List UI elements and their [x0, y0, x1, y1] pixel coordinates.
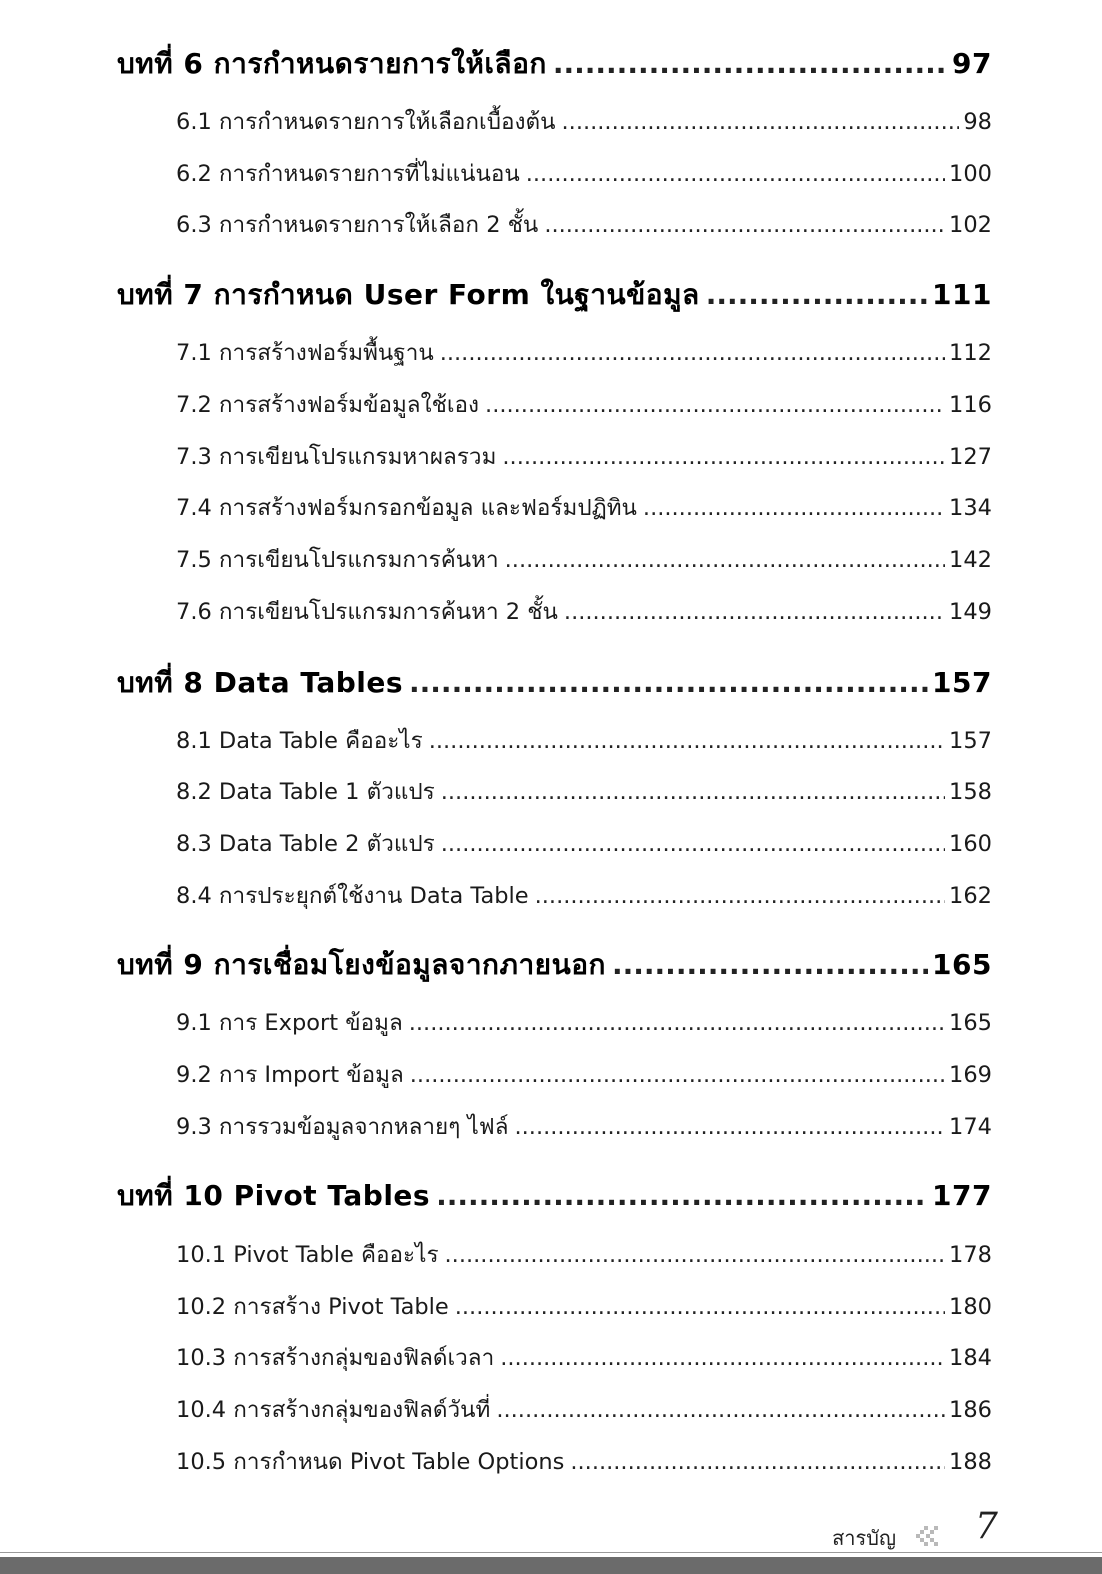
dot-leader [505, 547, 945, 573]
dot-leader [445, 1242, 946, 1268]
toc-section-8-3 [176, 825, 992, 861]
toc-entry-title: 6.1 การกำหนดรายการให้เลือกเบื้องต้น [176, 109, 556, 135]
toc-entry-title: 8.3 Data Table 2 ตัวแปร [176, 831, 435, 857]
dot-leader [429, 728, 945, 754]
dot-leader [436, 1179, 928, 1212]
toc-entry-title: 6.3 การกำหนดรายการให้เลือก 2 ชั้น [176, 212, 539, 238]
toc-entry-title: 7.1 การสร้างฟอร์มพื้นฐาน [176, 340, 434, 366]
toc-section-7-5 [176, 541, 992, 577]
toc-entry-title: 10.1 Pivot Table คืออะไร [176, 1242, 439, 1268]
toc-entry-page: 149 [949, 599, 992, 625]
toc-entry-title: บทที่ 6 การกำหนดรายการให้เลือก [117, 47, 547, 80]
toc-entry-page: 116 [949, 392, 992, 418]
toc-entry-page: 98 [963, 109, 992, 135]
page-number: 7 [975, 1506, 998, 1547]
toc-section-6-1 [176, 103, 992, 139]
toc-section-10-3 [176, 1339, 992, 1375]
toc-entry-page: 188 [949, 1449, 992, 1475]
dot-leader [553, 47, 948, 80]
toc-section-7-4 [176, 489, 992, 525]
toc-entry-title: 8.1 Data Table คืออะไร [176, 728, 423, 754]
footer-bar [0, 1557, 1102, 1574]
toc-entry-page: 165 [932, 948, 992, 981]
toc-entry-page: 158 [949, 779, 992, 805]
dot-leader [455, 1294, 945, 1320]
toc-entry-page: 186 [949, 1397, 992, 1423]
footer-divider [0, 1552, 1102, 1553]
toc-chapter-8 [117, 661, 992, 705]
dot-leader [564, 599, 945, 625]
dot-leader [526, 161, 945, 187]
toc-entry-title: บทที่ 10 Pivot Tables [117, 1179, 431, 1212]
toc-entry-page: 169 [949, 1062, 992, 1088]
toc-section-9-2 [176, 1056, 992, 1092]
dot-leader [502, 444, 945, 470]
toc-entry-title: 10.2 การสร้าง Pivot Table [176, 1294, 449, 1320]
toc-section-7-2 [176, 386, 992, 422]
toc-section-10-5 [176, 1443, 992, 1479]
toc-entry-title: บทที่ 9 การเชื่อมโยงข้อมูลจากภายนอก [117, 948, 606, 981]
toc-section-10-1 [176, 1236, 992, 1272]
dot-leader [562, 109, 960, 135]
toc-entry-title: 10.4 การสร้างกลุ่มของฟิลด์วันที่ [176, 1397, 491, 1423]
toc-entry-title: 8.2 Data Table 1 ตัวแปร [176, 779, 435, 805]
toc-section-6-3 [176, 206, 992, 242]
toc-section-10-2 [176, 1288, 992, 1324]
toc-entry-page: 165 [949, 1010, 992, 1036]
toc-entry-title: 10.5 การกำหนด Pivot Table Options [176, 1449, 565, 1475]
footer-section-label: สารบัญ [832, 1526, 896, 1550]
toc-entry-title: 9.1 การ Export ข้อมูล [176, 1010, 403, 1036]
dot-leader [441, 779, 945, 805]
toc-entry-title: 9.2 การ Import ข้อมูล [176, 1062, 404, 1088]
toc-entry-title: 8.4 การประยุกต์ใช้งาน Data Table [176, 883, 529, 909]
toc-section-7-1 [176, 334, 992, 370]
toc-entry-page: 100 [949, 161, 992, 187]
toc-entry-page: 134 [949, 495, 992, 521]
toc-entry-title: 7.2 การสร้างฟอร์มข้อมูลใช้เอง [176, 392, 480, 418]
toc-section-7-6 [176, 593, 992, 629]
toc-entry-page: 127 [949, 444, 992, 470]
toc-chapter-9 [117, 943, 992, 987]
dot-leader [643, 495, 945, 521]
toc-entry-page: 157 [949, 728, 992, 754]
toc-entry-page: 174 [949, 1114, 992, 1140]
toc-entry-page: 112 [949, 340, 992, 366]
dot-leader [410, 1062, 945, 1088]
dot-leader [706, 278, 928, 311]
toc-entry-page: 178 [949, 1242, 992, 1268]
dot-leader [409, 666, 928, 699]
toc-section-8-4 [176, 877, 992, 913]
dot-leader [500, 1345, 945, 1371]
dot-leader [496, 1397, 945, 1423]
page-footer [0, 1508, 1102, 1574]
toc-entry-title: 7.3 การเขียนโปรแกรมหาผลรวม [176, 444, 497, 470]
toc-section-8-2 [176, 773, 992, 809]
dot-leader [535, 883, 945, 909]
toc-entry-page: 184 [949, 1345, 992, 1371]
toc-section-9-1 [176, 1004, 992, 1040]
toc-entry-page: 162 [949, 883, 992, 909]
dot-leader [544, 212, 945, 238]
toc-entry-page: 157 [932, 666, 992, 699]
toc-entry-page: 102 [949, 212, 992, 238]
toc-entry-title: บทที่ 7 การกำหนด User Form ในฐานข้อมูล [117, 278, 700, 311]
toc-entry-page: 160 [949, 831, 992, 857]
toc-entry-title: 7.6 การเขียนโปรแกรมการค้นหา 2 ชั้น [176, 599, 558, 625]
toc-entry-page: 177 [932, 1179, 992, 1212]
toc-entry-title: 7.5 การเขียนโปรแกรมการค้นหา [176, 547, 499, 573]
dot-leader [515, 1114, 946, 1140]
toc-section-9-3 [176, 1108, 992, 1144]
dot-leader [570, 1449, 945, 1475]
toc-section-6-2 [176, 155, 992, 191]
toc-chapter-10 [117, 1174, 992, 1218]
toc-entry-title: บทที่ 8 Data Tables [117, 666, 404, 699]
toc-entry-page: 111 [932, 278, 992, 311]
toc-chapter-6 [117, 42, 992, 86]
toc-entry-page: 97 [952, 47, 992, 80]
dot-leader [440, 340, 945, 366]
toc-entry-title: 6.2 การกำหนดรายการที่ไม่แน่นอน [176, 161, 520, 187]
toc-entry-page: 142 [949, 547, 992, 573]
dot-leader [612, 948, 928, 981]
toc-section-10-4 [176, 1391, 992, 1427]
toc-section-7-3 [176, 438, 992, 474]
dot-leader [409, 1010, 945, 1036]
toc-section-8-1 [176, 722, 992, 758]
toc-entry-title: 9.3 การรวมข้อมูลจากหลายๆ ไฟล์ [176, 1114, 509, 1140]
dot-leader [441, 831, 945, 857]
toc-entry-page: 180 [949, 1294, 992, 1320]
double-chevron-left-icon [912, 1520, 942, 1550]
dot-leader [485, 392, 945, 418]
toc-chapter-7 [117, 273, 992, 317]
toc-entry-title: 10.3 การสร้างกลุ่มของฟิลด์เวลา [176, 1345, 495, 1371]
toc-entry-title: 7.4 การสร้างฟอร์มกรอกข้อมูล และฟอร์มปฏิทิน [176, 495, 637, 521]
